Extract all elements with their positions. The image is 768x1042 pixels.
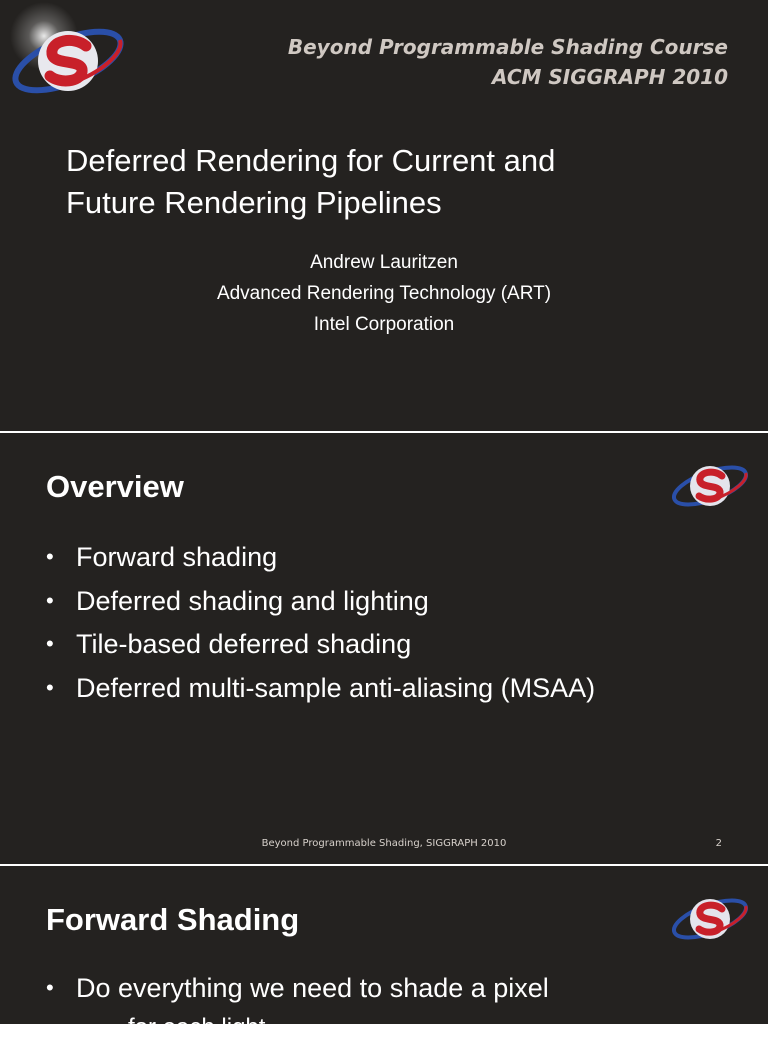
title-slide: [0, 0, 768, 431]
presentation-title: [66, 140, 555, 224]
course-header: [288, 32, 728, 92]
bullet-icon: •: [46, 544, 54, 569]
bullet-icon: •: [46, 674, 54, 700]
forward-shading-slide: [0, 866, 768, 1041]
title-line-2: Future Rendering Pipelines: [66, 185, 442, 220]
overview-bullet-list: [46, 541, 595, 715]
bullet-icon: •: [46, 975, 54, 1000]
slide-footer: Beyond Programmable Shading, SIGGRAPH 2010: [261, 838, 507, 849]
siggraph-logo-icon: [4, 6, 132, 116]
siggraph-logo-icon: [668, 455, 752, 517]
siggraph-logo-icon: [668, 888, 752, 950]
slide-title: Overview: [46, 469, 184, 504]
title-line-1: Deferred Rendering for Current and: [66, 143, 556, 178]
author-name: Andrew Lauritzen: [310, 252, 458, 273]
slide-title: Forward Shading: [46, 902, 300, 937]
bullet-icon: •: [46, 631, 54, 656]
author-block: [0, 247, 768, 340]
course-name: Beyond Programmable Shading Course: [287, 35, 728, 59]
list-item: • Deferred multi-sample anti-aliasing (MSAA): [46, 672, 596, 703]
author-organization: Intel Corporation: [313, 314, 455, 335]
overview-slide: [0, 433, 768, 864]
bullet-icon: •: [46, 587, 54, 613]
conference-name: ACM SIGGRAPH 2010: [492, 65, 728, 89]
list-item: • Deferred shading and lighting: [46, 585, 429, 616]
forward-shading-bullet-list: [46, 972, 549, 1016]
author-affiliation: Advanced Rendering Technology (ART): [216, 283, 552, 304]
page-number: 2: [715, 838, 722, 849]
list-item: • Tile-based deferred shading: [46, 629, 412, 659]
sub-bullet-item: – for each light: [108, 1014, 266, 1041]
list-item: • Forward shading: [46, 542, 278, 572]
list-item: • Do everything we need to shade a pixel: [46, 973, 549, 1003]
